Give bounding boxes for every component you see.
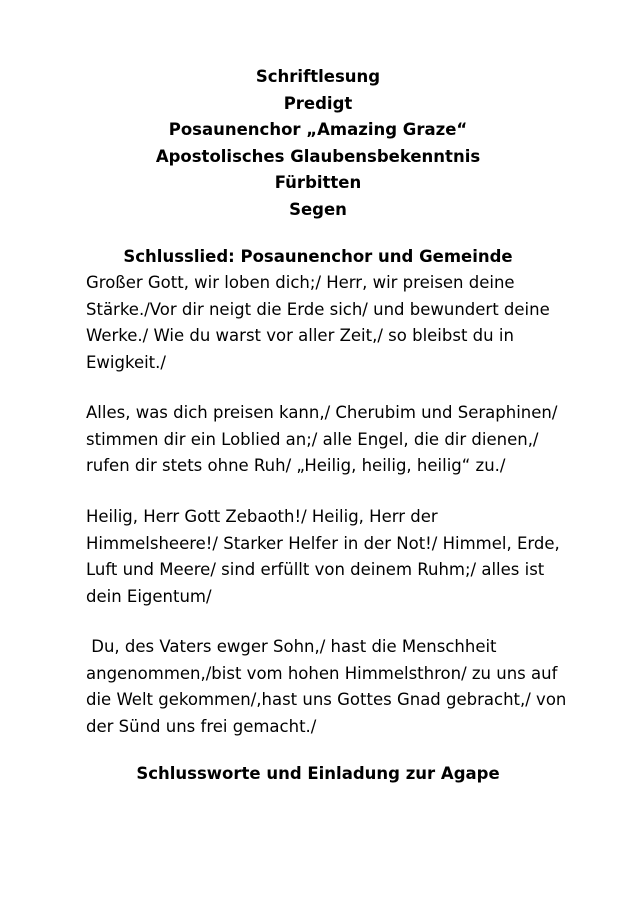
closing-song-title: Schlusslied: Posaunenchor und Gemeinde — [123, 247, 513, 266]
order-item-sermon: Predigt — [283, 93, 353, 113]
verse-line: Du, des Vaters ewger Sohn,/ hast die Menschheit — [86, 637, 497, 656]
verse-line: Heilig, Herr Gott Zebaoth!/ Heilig, Herr der — [86, 507, 438, 526]
verse-line: Ewigkeit./ — [86, 352, 166, 372]
song-verse-4 — [86, 634, 567, 740]
order-item-intercessions: Fürbitten — [274, 173, 362, 192]
verse-line: rufen dir stets ohne Ruh/ „Heilig, heilig, heilig“ zu./ — [86, 456, 506, 475]
verse-line: Großer Gott, wir loben dich;/ Herr, wir preisen deine — [86, 273, 515, 292]
song-verse-1 — [86, 270, 556, 376]
song-verse-2 — [86, 400, 556, 480]
verse-line: die Welt gekommen/,hast uns Gottes Gnad gebracht,/ von — [86, 690, 567, 709]
verse-line: Luft und Meere/ sind erfüllt von deinem Ruhm;/ alles ist — [86, 560, 545, 579]
verse-line: Alles, was dich preisen kann,/ Cherubim und Seraphinen/ — [86, 403, 558, 422]
verse-line: Himmelsheere!/ Starker Helfer in der Not!/ Himmel, Erde, — [86, 533, 560, 553]
verse-line: dein Eigentum/ — [86, 586, 212, 606]
order-item-scripture-reading: Schriftlesung — [255, 67, 381, 86]
verse-line: Werke./ Wie du warst vor aller Zeit,/ so bleibst du in — [86, 326, 514, 345]
song-verse-3 — [86, 504, 560, 610]
closing-words: Schlussworte und Einladung zur Agape — [136, 764, 500, 783]
order-item-blessing: Segen — [289, 199, 347, 219]
verse-line: angenommen,/bist vom hohen Himmelsthron/ zu uns auf — [86, 663, 558, 683]
verse-line: der Sünd uns frei gemacht./ — [86, 716, 317, 736]
verse-line: stimmen dir ein Loblied an;/ alle Engel, die dir dienen,/ — [86, 429, 539, 449]
order-item-brass-choir: Posaunenchor „Amazing Graze“ — [168, 120, 468, 139]
order-of-service-list — [0, 64, 636, 223]
order-item-creed: Apostolisches Glaubensbekenntnis — [155, 146, 481, 166]
verse-line: Stärke./Vor dir neigt die Erde sich/ und bewundert deine — [86, 299, 550, 319]
